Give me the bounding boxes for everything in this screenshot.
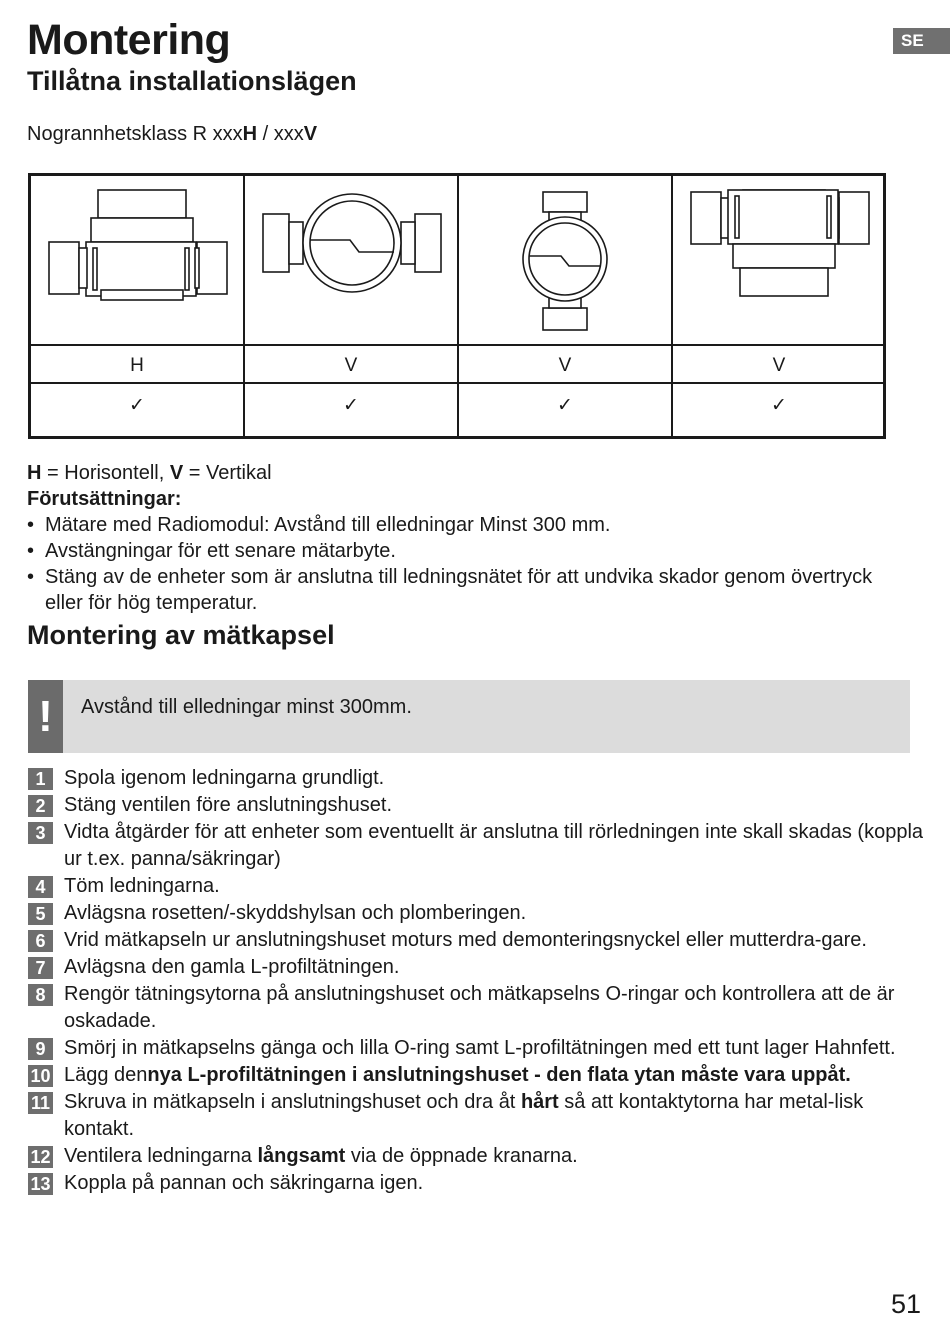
list-item bbox=[28, 819, 923, 873]
list-item bbox=[28, 927, 923, 954]
list-item bbox=[28, 954, 923, 981]
check-mark: ✓ bbox=[129, 395, 145, 416]
list-item bbox=[28, 792, 923, 819]
installation-positions-table bbox=[28, 173, 886, 439]
notes-block bbox=[27, 460, 890, 616]
step-number: 12 bbox=[28, 1146, 53, 1168]
list-item: • Avstängningar för ett senare mätarbyte. bbox=[27, 538, 890, 564]
accuracy-sep: / xxx bbox=[257, 123, 304, 145]
step-text-pre: Skruva in mätkapseln i anslutningshuset och dra åt bbox=[64, 1091, 521, 1113]
legend-h-text: = Horisontell, bbox=[41, 462, 170, 484]
step-text-bold: hårt bbox=[520, 1091, 559, 1113]
warning-icon: ! bbox=[28, 680, 63, 753]
accuracy-prefix: Nogrannhetsklass R xxx bbox=[27, 123, 243, 145]
legend-h: H bbox=[27, 462, 42, 484]
table-divider bbox=[31, 382, 883, 384]
step-text: Koppla på pannan och säkringarna igen. bbox=[64, 1172, 424, 1194]
section-subtitle: Tillåtna installationslägen bbox=[27, 66, 357, 96]
step-text: Stäng ventilen före anslutningshuset. bbox=[64, 794, 392, 816]
position-label: V bbox=[772, 355, 786, 376]
step-number: 13 bbox=[28, 1173, 53, 1195]
legend-v: V bbox=[169, 462, 184, 484]
list-item bbox=[28, 1062, 923, 1089]
step-text-pre: Ventilera ledningarna bbox=[64, 1145, 258, 1167]
meter-vertical-horizontal-pipe-icon bbox=[255, 186, 451, 336]
step-text-bold: långsamt bbox=[257, 1145, 346, 1167]
warning-text: Avstånd till elledningar minst 300mm. bbox=[81, 696, 412, 718]
step-number: 11 bbox=[28, 1092, 53, 1114]
prerequisites-title: Förutsättningar: bbox=[27, 488, 182, 510]
step-number: 7 bbox=[28, 957, 53, 979]
section-title: Montering av mätkapsel bbox=[27, 620, 335, 650]
list-item bbox=[28, 873, 923, 900]
legend-line bbox=[27, 460, 890, 486]
list-item: • Stäng av de enheter som är anslutna till ledningsnätet för att undvika skador genom övertryck eller för hög temperatur. bbox=[27, 564, 890, 616]
position-label: H bbox=[130, 355, 144, 376]
step-number: 9 bbox=[28, 1038, 53, 1060]
check-mark: ✓ bbox=[557, 395, 573, 416]
step-text: Töm ledningarna. bbox=[64, 875, 220, 897]
step-text: Vrid mätkapseln ur anslutningshuset moturs med demonteringsnyckel eller mutterdra-gare. bbox=[64, 929, 867, 951]
steps-list bbox=[28, 765, 923, 1197]
list-item bbox=[28, 765, 923, 792]
list-item bbox=[28, 1035, 923, 1062]
list-item bbox=[28, 981, 923, 1035]
page-title: Montering bbox=[27, 16, 231, 64]
step-text: Spola igenom ledningarna grundligt. bbox=[64, 767, 385, 789]
step-number: 3 bbox=[28, 822, 53, 844]
legend-v-text: = Vertikal bbox=[183, 462, 272, 484]
language-badge: SE bbox=[893, 28, 950, 54]
accuracy-class-line bbox=[27, 123, 317, 146]
step-number: 1 bbox=[28, 768, 53, 790]
meter-vertical-pipe-icon bbox=[469, 186, 665, 336]
check-mark: ✓ bbox=[771, 395, 787, 416]
list-item bbox=[28, 900, 923, 927]
prerequisites-list bbox=[27, 512, 890, 616]
list-item bbox=[28, 1170, 923, 1197]
list-item bbox=[28, 1143, 923, 1170]
step-text: Avlägsna rosetten/-skyddshylsan och plomberingen. bbox=[64, 902, 527, 924]
step-text: Smörj in mätkapselns gänga och lilla O-ring samt L-profiltätningen med ett tunt lager Hahnfett. bbox=[64, 1037, 896, 1059]
step-text: Vidta åtgärder för att enheter som eventuellt är anslutna till rörledningen inte skall skadas (koppla ur t.ex. panna/säkringar) bbox=[64, 821, 924, 870]
check-mark: ✓ bbox=[343, 395, 359, 416]
meter-upside-down-icon bbox=[683, 186, 879, 336]
page-number: 51 bbox=[891, 1289, 922, 1319]
list-item bbox=[28, 1089, 923, 1143]
step-text-bold: nya L-profiltätningen i anslutningshuset - den flata ytan måste vara uppåt. bbox=[147, 1064, 851, 1086]
step-text-pre: Lägg den bbox=[64, 1064, 148, 1086]
accuracy-h: H bbox=[242, 123, 258, 145]
table-divider bbox=[31, 344, 883, 346]
step-number: 8 bbox=[28, 984, 53, 1006]
step-number: 6 bbox=[28, 930, 53, 952]
step-number: 4 bbox=[28, 876, 53, 898]
accuracy-v: V bbox=[303, 123, 318, 145]
step-text: Avlägsna den gamla L-profiltätningen. bbox=[64, 956, 400, 978]
step-text-post: via de öppnade kranarna. bbox=[345, 1145, 578, 1167]
step-text-post: så att kontaktytorna har metal-lisk kontakt. bbox=[64, 1091, 864, 1140]
step-number: 5 bbox=[28, 903, 53, 925]
step-text: Rengör tätningsytorna på anslutningshuset och mätkapselns O-ringar och kontrollera att de är oskadade. bbox=[64, 983, 895, 1032]
position-label: V bbox=[558, 355, 572, 376]
warning-box bbox=[28, 680, 910, 753]
meter-horizontal-icon bbox=[41, 186, 237, 336]
step-number: 2 bbox=[28, 795, 53, 817]
list-item: • Mätare med Radiomodul: Avstånd till elledningar Minst 300 mm. bbox=[27, 512, 890, 538]
step-number: 10 bbox=[28, 1065, 53, 1087]
position-label: V bbox=[344, 355, 358, 376]
